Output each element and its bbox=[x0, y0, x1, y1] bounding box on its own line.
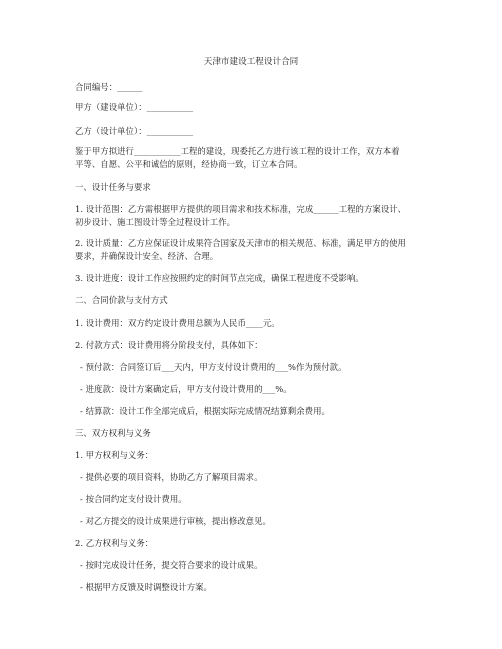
clause-2-1: 1. 设计费用：双方约定设计费用总额为人民币____元。 bbox=[75, 318, 280, 328]
party-b-duty-2: - 根据甲方反馈及时调整设计方案。 bbox=[80, 582, 212, 592]
payment-item-settlement: - 结算款：设计工作全部完成后，根据实际完成情况结算剩余费用。 bbox=[80, 406, 330, 416]
preamble-line-1: 鉴于甲方拟进行___________工程的建设，现委托乙方进行该工程的设计工作，双方本着 bbox=[75, 146, 400, 156]
payment-item-progress: - 进度款：设计方案确定后，甲方支付设计费用的___%。 bbox=[80, 384, 292, 394]
section-1-heading: 一、设计任务与要求 bbox=[75, 182, 151, 192]
party-a-duty-1: - 提供必要的项目资料，协助乙方了解项目需求。 bbox=[80, 472, 263, 482]
party-b-line: 乙方（设计单位）：___________ bbox=[75, 126, 194, 136]
clause-1-1-line-1: 1. 设计范围：乙方需根据甲方提供的项目需求和技术标准，完成______工程的方案设计、 bbox=[75, 204, 407, 214]
contract-number-line: 合同编号：______ bbox=[75, 82, 143, 92]
clause-3-2: 2. 乙方权利与义务： bbox=[75, 538, 154, 548]
payment-item-advance: - 预付款：合同签订后___天内，甲方支付设计费用的___%作为预付款。 bbox=[80, 362, 347, 372]
party-a-line: 甲方（建设单位）：___________ bbox=[75, 102, 194, 112]
preamble-line-2: 平等、自愿、公平和诚信的原则，经协商一致，订立本合同。 bbox=[75, 159, 303, 169]
section-3-heading: 三、双方权利与义务 bbox=[75, 428, 151, 438]
party-a-duty-3: - 对乙方提交的设计成果进行审核，提出修改意见。 bbox=[80, 516, 271, 526]
clause-3-1: 1. 甲方权利与义务： bbox=[75, 450, 154, 460]
section-2-heading: 二、合同价款与支付方式 bbox=[75, 295, 168, 305]
clause-1-1-line-2: 初步设计、施工图设计等全过程设计工作。 bbox=[75, 217, 236, 227]
party-b-duty-1: - 按时完成设计任务，提交符合要求的设计成果。 bbox=[80, 560, 263, 570]
clause-1-2-line-1: 2. 设计质量：乙方应保证设计成果符合国家及天津市的相关规范、标准，满足甲方的使用 bbox=[75, 238, 406, 248]
clause-2-2: 2. 付款方式：设计费用将分阶段支付，具体如下： bbox=[75, 340, 263, 350]
clause-1-2-line-2: 要求，并确保设计安全、经济、合理。 bbox=[75, 251, 219, 261]
clause-1-3: 3. 设计进度：设计工作应按照约定的时间节点完成，确保工程进度不受影响。 bbox=[75, 273, 364, 283]
party-a-duty-2: - 按合同约定支付设计费用。 bbox=[80, 494, 187, 504]
document-title: 天津市建设工程设计合同 bbox=[203, 57, 299, 67]
